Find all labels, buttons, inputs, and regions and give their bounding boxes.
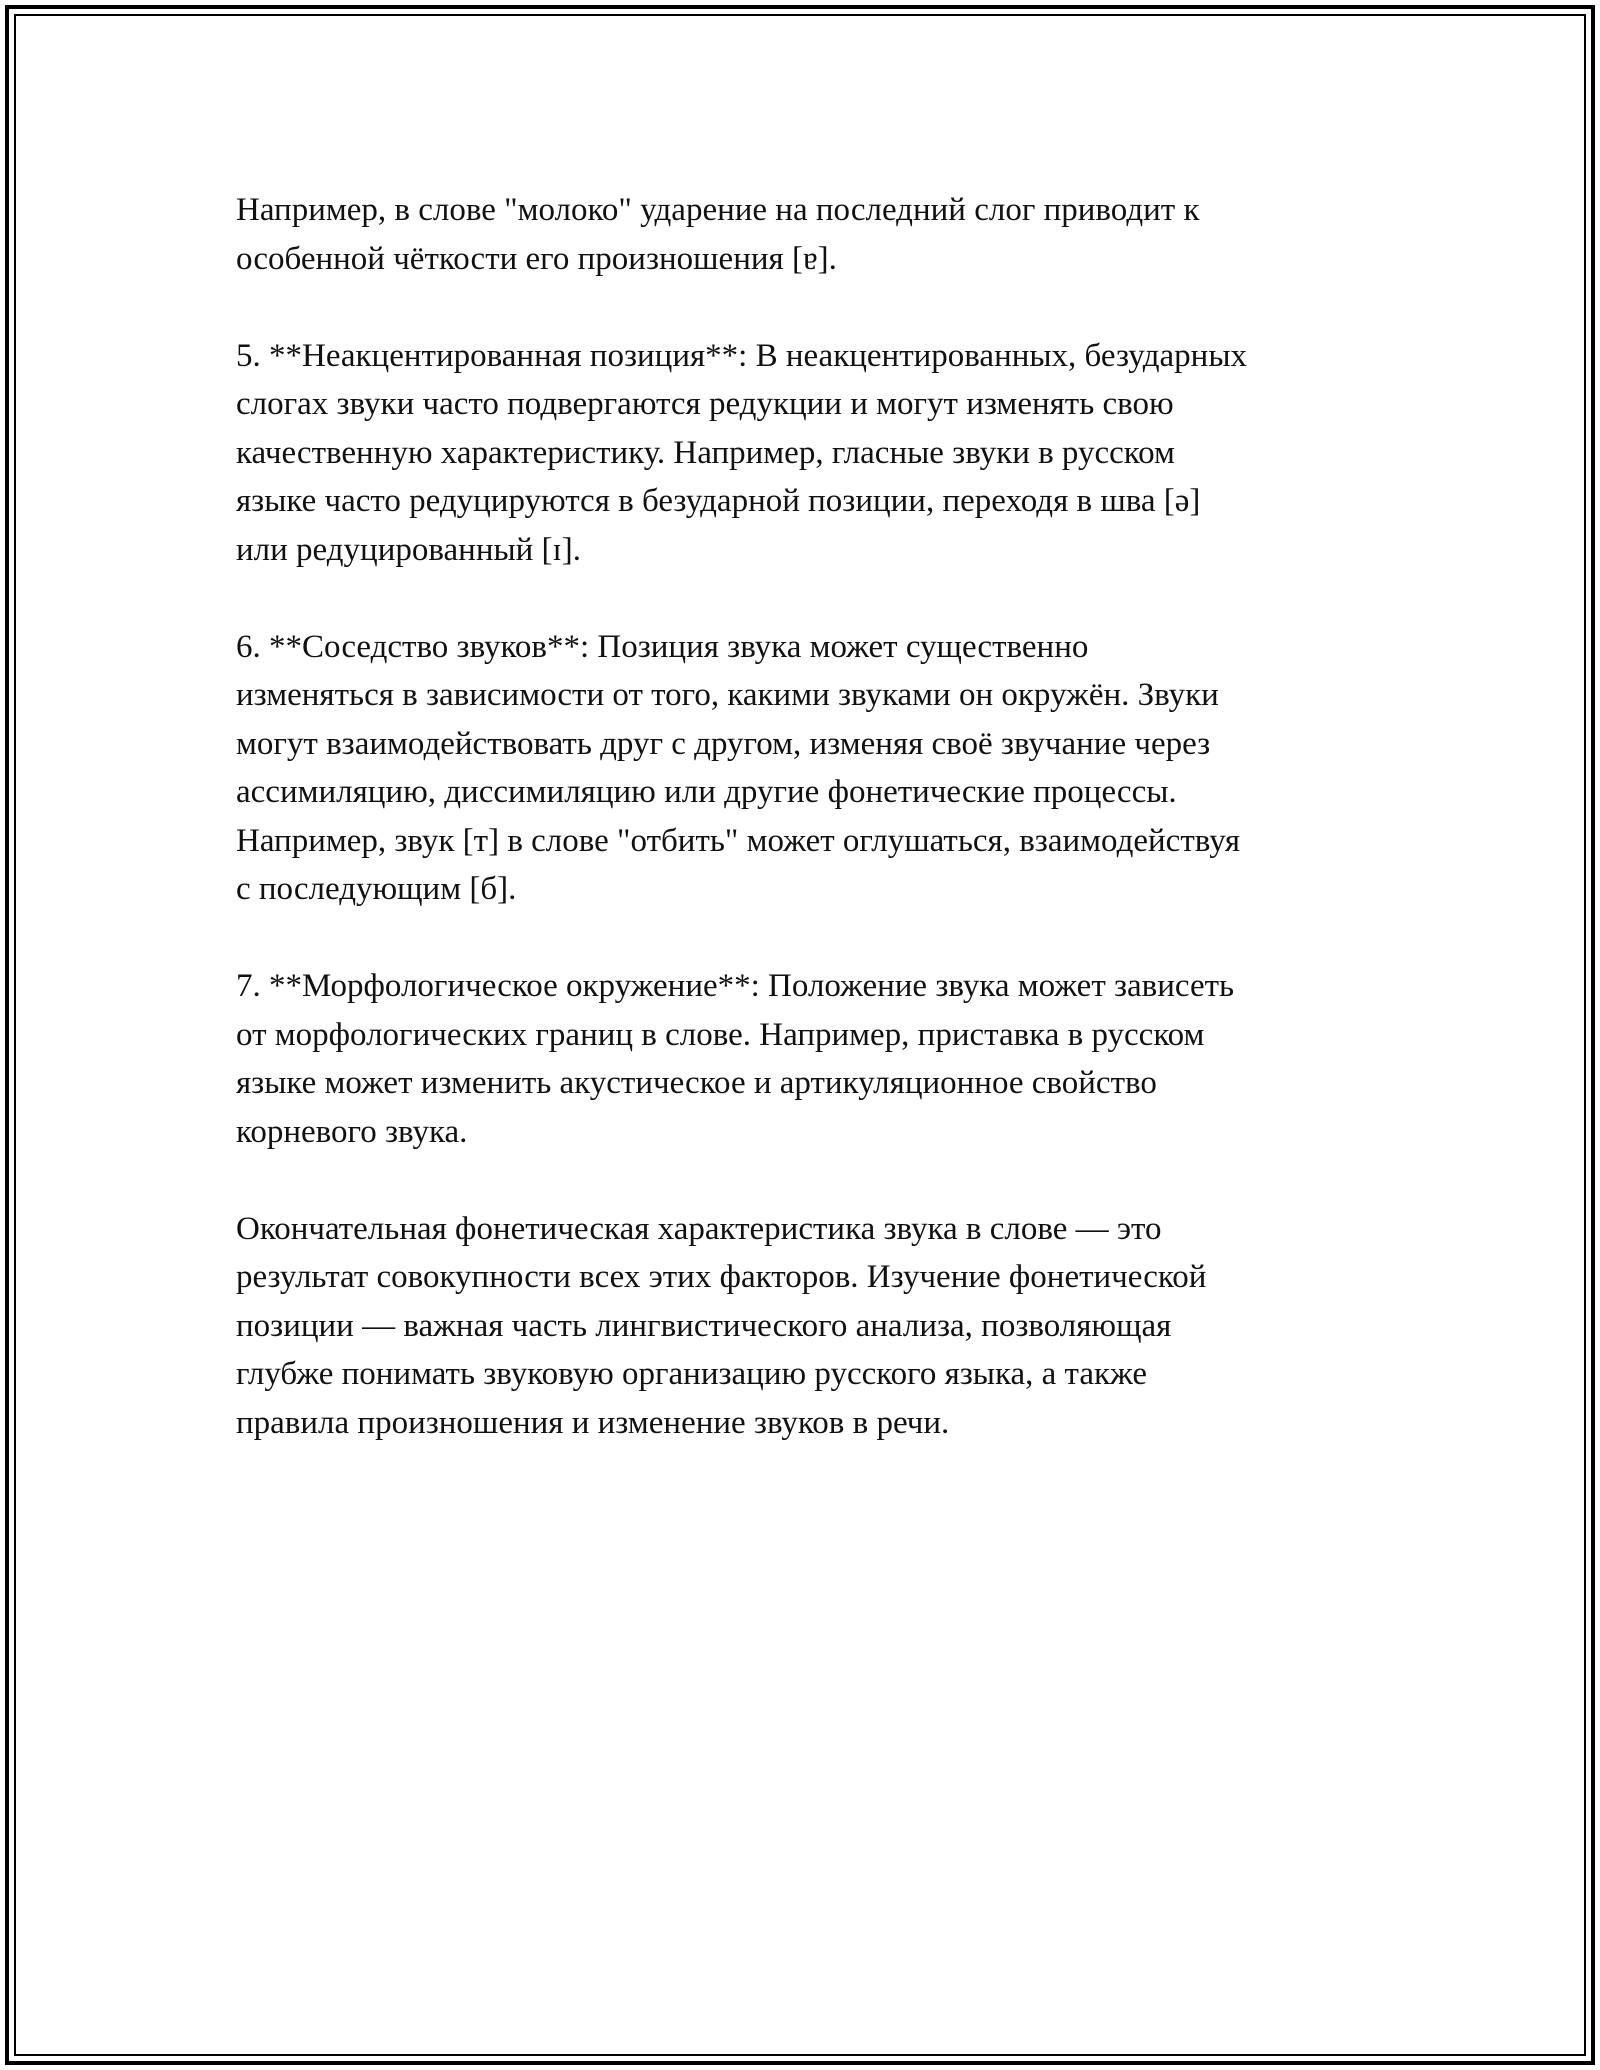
text-line: с последующим [б]. xyxy=(236,871,517,907)
text-line: Например, звук [т] в слове "отбить" может оглушаться, взаимодействуя xyxy=(236,822,1241,859)
text-line: Окончательная фонетическая характеристика звука в слове — это xyxy=(236,1210,1162,1247)
text-line: 5. **Неакцентированная позиция**: В неакцентированных, безударных xyxy=(236,337,1247,374)
document-body xyxy=(236,186,1386,1496)
text-line: или редуцированный [ɪ]. xyxy=(236,531,581,568)
text-line: от морфологических границ в слове. Например, приставка в русском xyxy=(236,1016,1205,1053)
text-line: результат совокупности всех этих факторов. Изучение фонетической xyxy=(236,1259,1207,1295)
paragraph-example-moloko xyxy=(236,186,1386,283)
paragraph-unstressed-position xyxy=(236,332,1386,575)
text-line: Например, в слове "молоко" ударение на последний слог приводит к xyxy=(236,192,1200,228)
text-line: языке может изменить акустическое и артикуляционное свойство xyxy=(236,1065,1157,1101)
text-line: 7. **Морфологическое окружение**: Положение звука может зависеть xyxy=(236,968,1235,1004)
text-line: особенной чёткости его произношения [ɐ]. xyxy=(236,240,837,277)
text-line: языке часто редуцируются в безударной позиции, переходя в шва [ə] xyxy=(236,483,1201,519)
text-line: корневого звука. xyxy=(236,1113,468,1150)
text-line: 6. **Соседство звуков**: Позиция звука может существенно xyxy=(236,628,1089,665)
paragraph-neighboring-sounds xyxy=(236,623,1386,914)
text-line: слогах звуки часто подвергаются редукции и могут изменять свою xyxy=(236,386,1174,422)
text-line: глубже понимать звуковую организацию русского языка, а также xyxy=(236,1356,1148,1392)
text-line: позиции — важная часть лингвистического анализа, позволяющая xyxy=(236,1307,1172,1344)
paragraph-morphological-environment xyxy=(236,962,1386,1156)
text-line: могут взаимодействовать друг с другом, изменяя своё звучание через xyxy=(236,725,1211,762)
text-line: изменяться в зависимости от того, какими звуками он окружён. Звуки xyxy=(236,677,1219,713)
text-line: качественную характеристику. Например, гласные звуки в русском xyxy=(236,434,1175,471)
text-line: правила произношения и изменение звуков в речи. xyxy=(236,1404,950,1441)
paragraph-conclusion xyxy=(236,1205,1386,1448)
text-line: ассимиляцию, диссимиляцию или другие фонетические процессы. xyxy=(236,774,1177,810)
